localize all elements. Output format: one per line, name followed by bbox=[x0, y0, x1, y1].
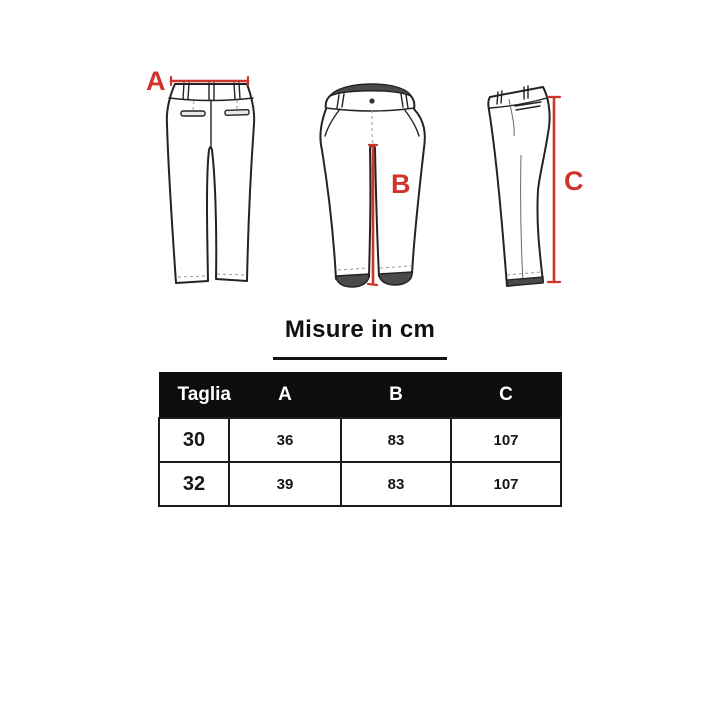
cell-b: 83 bbox=[341, 462, 451, 506]
size-table bbox=[158, 372, 562, 507]
cell-taglia: 30 bbox=[159, 418, 229, 462]
cell-a: 36 bbox=[229, 418, 341, 462]
header-taglia: Taglia bbox=[159, 373, 229, 419]
table-row-size-32 bbox=[159, 462, 561, 506]
header-a: A bbox=[229, 373, 341, 419]
table-header-row bbox=[159, 373, 561, 419]
pants-side-view bbox=[488, 86, 560, 286]
measure-label-b: B bbox=[391, 169, 411, 199]
cell-a: 39 bbox=[229, 462, 341, 506]
back-pocket-left bbox=[181, 111, 205, 116]
cell-c: 107 bbox=[451, 462, 561, 506]
pants-diagram bbox=[0, 0, 720, 310]
measure-label-c: C bbox=[564, 166, 584, 196]
cell-taglia: 32 bbox=[159, 462, 229, 506]
front-button bbox=[369, 98, 374, 103]
page-title: Misure in cm bbox=[284, 316, 436, 343]
cell-b: 83 bbox=[341, 418, 451, 462]
cell-c: 107 bbox=[451, 418, 561, 462]
front-hem-right bbox=[379, 272, 412, 285]
front-hem-left bbox=[336, 274, 369, 287]
header-c: C bbox=[451, 373, 561, 419]
title-underline bbox=[273, 357, 447, 360]
pants-back-view bbox=[167, 77, 254, 283]
back-pocket-right bbox=[225, 110, 249, 116]
side-silhouette bbox=[488, 87, 549, 286]
measure-label-a: A bbox=[146, 66, 166, 96]
table-row-size-30 bbox=[159, 418, 561, 462]
header-b: B bbox=[341, 373, 451, 419]
